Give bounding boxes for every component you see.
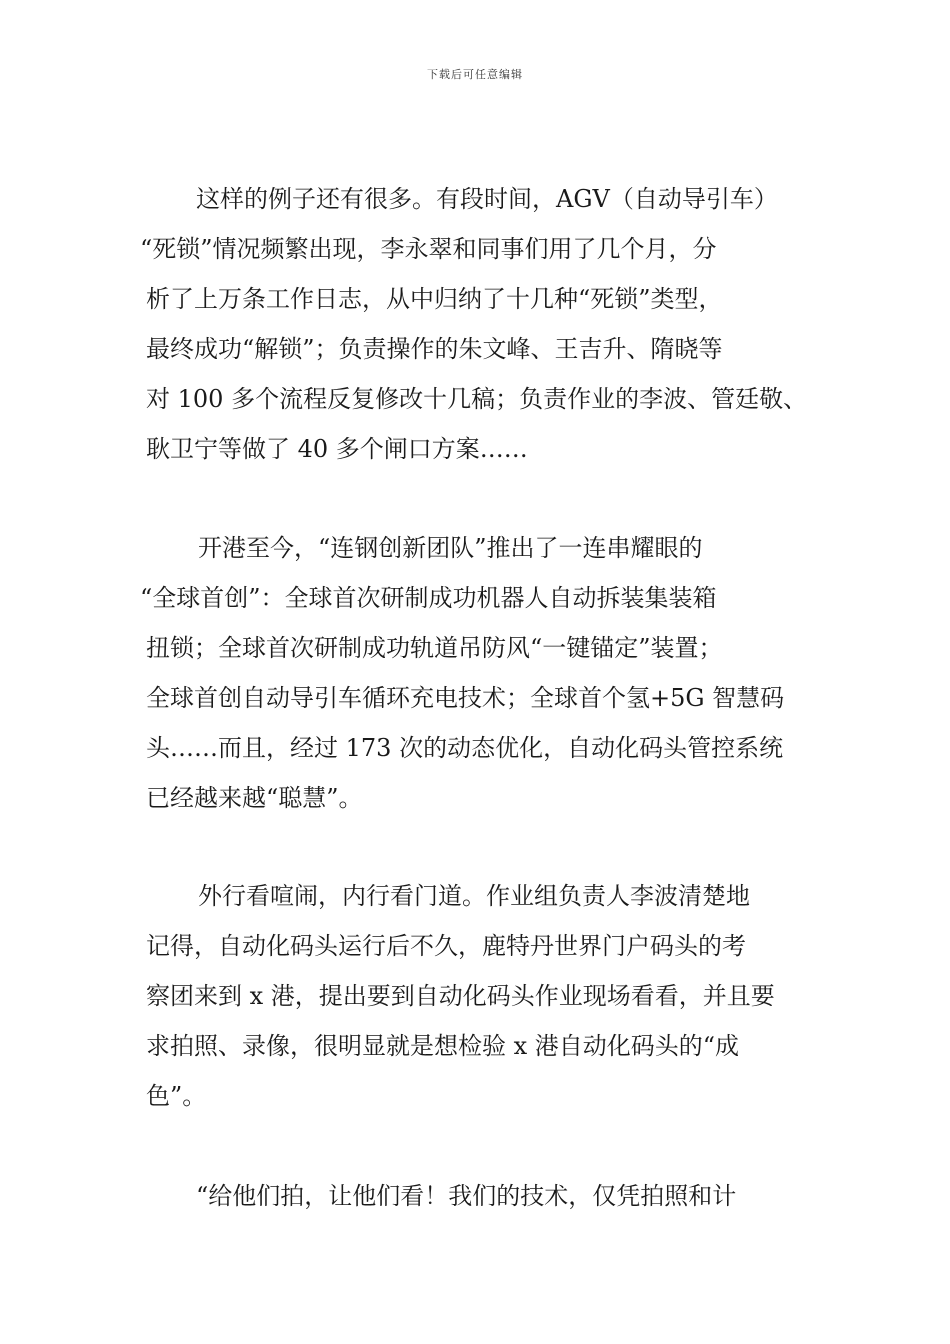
paragraph-3-line-3: 察团来到 x 港，提出要到自动化码头作业现场看看，并且要 (146, 982, 775, 1010)
paragraph-1-line-1: 这样的例子还有很多。有段时间，AGV（自动导引车） (196, 185, 778, 213)
paragraph-1-line-4: 最终成功“解锁”；负责操作的朱文峰、王吉升、隋晓等 (146, 335, 723, 363)
paragraph-1-line-5: 对 100 多个流程反复修改十几稿；负责作业的李波、管廷敬、 (146, 385, 808, 413)
paragraph-3-line-2: 记得，自动化码头运行后不久，鹿特丹世界门户码头的考 (146, 932, 746, 960)
paragraph-2-line-2: “全球首创”：全球首次研制成功机器人自动拆装集装箱 (140, 584, 717, 612)
paragraph-2-line-4: 全球首创自动导引车循环充电技术；全球首个氢+5G 智慧码 (146, 684, 785, 712)
paragraph-1-line-3: 析了上万条工作日志，从中归纳了十几种“死锁”类型， (146, 285, 723, 313)
paragraph-3-line-5: 色”。 (146, 1082, 207, 1110)
paragraph-3-line-4: 求拍照、录像，很明显就是想检验 x 港自动化码头的“成 (146, 1032, 740, 1060)
page-header: 下载后可任意编辑 (427, 68, 523, 81)
paragraph-1-line-2: “死锁”情况频繁出现，李永翠和同事们用了几个月，分 (140, 235, 717, 263)
paragraph-2-line-6: 已经越来越“聪慧”。 (146, 784, 363, 812)
paragraph-3-line-1: 外行看喧闹，内行看门道。作业组负责人李波清楚地 (198, 882, 750, 910)
paragraph-2-line-1: 开港至今，“连钢创新团队”推出了一连串耀眼的 (198, 534, 703, 562)
paragraph-2-line-3: 扭锁；全球首次研制成功轨道吊防风“一键锚定”装置； (146, 634, 723, 662)
paragraph-4-line-1: “给他们拍，让他们看！我们的技术，仅凭拍照和计 (196, 1182, 737, 1210)
paragraph-2-line-5: 头……而且，经过 173 次的动态优化，自动化码头管控系统 (146, 734, 784, 762)
paragraph-1-line-6: 耿卫宁等做了 40 多个闸口方案…… (146, 435, 528, 463)
